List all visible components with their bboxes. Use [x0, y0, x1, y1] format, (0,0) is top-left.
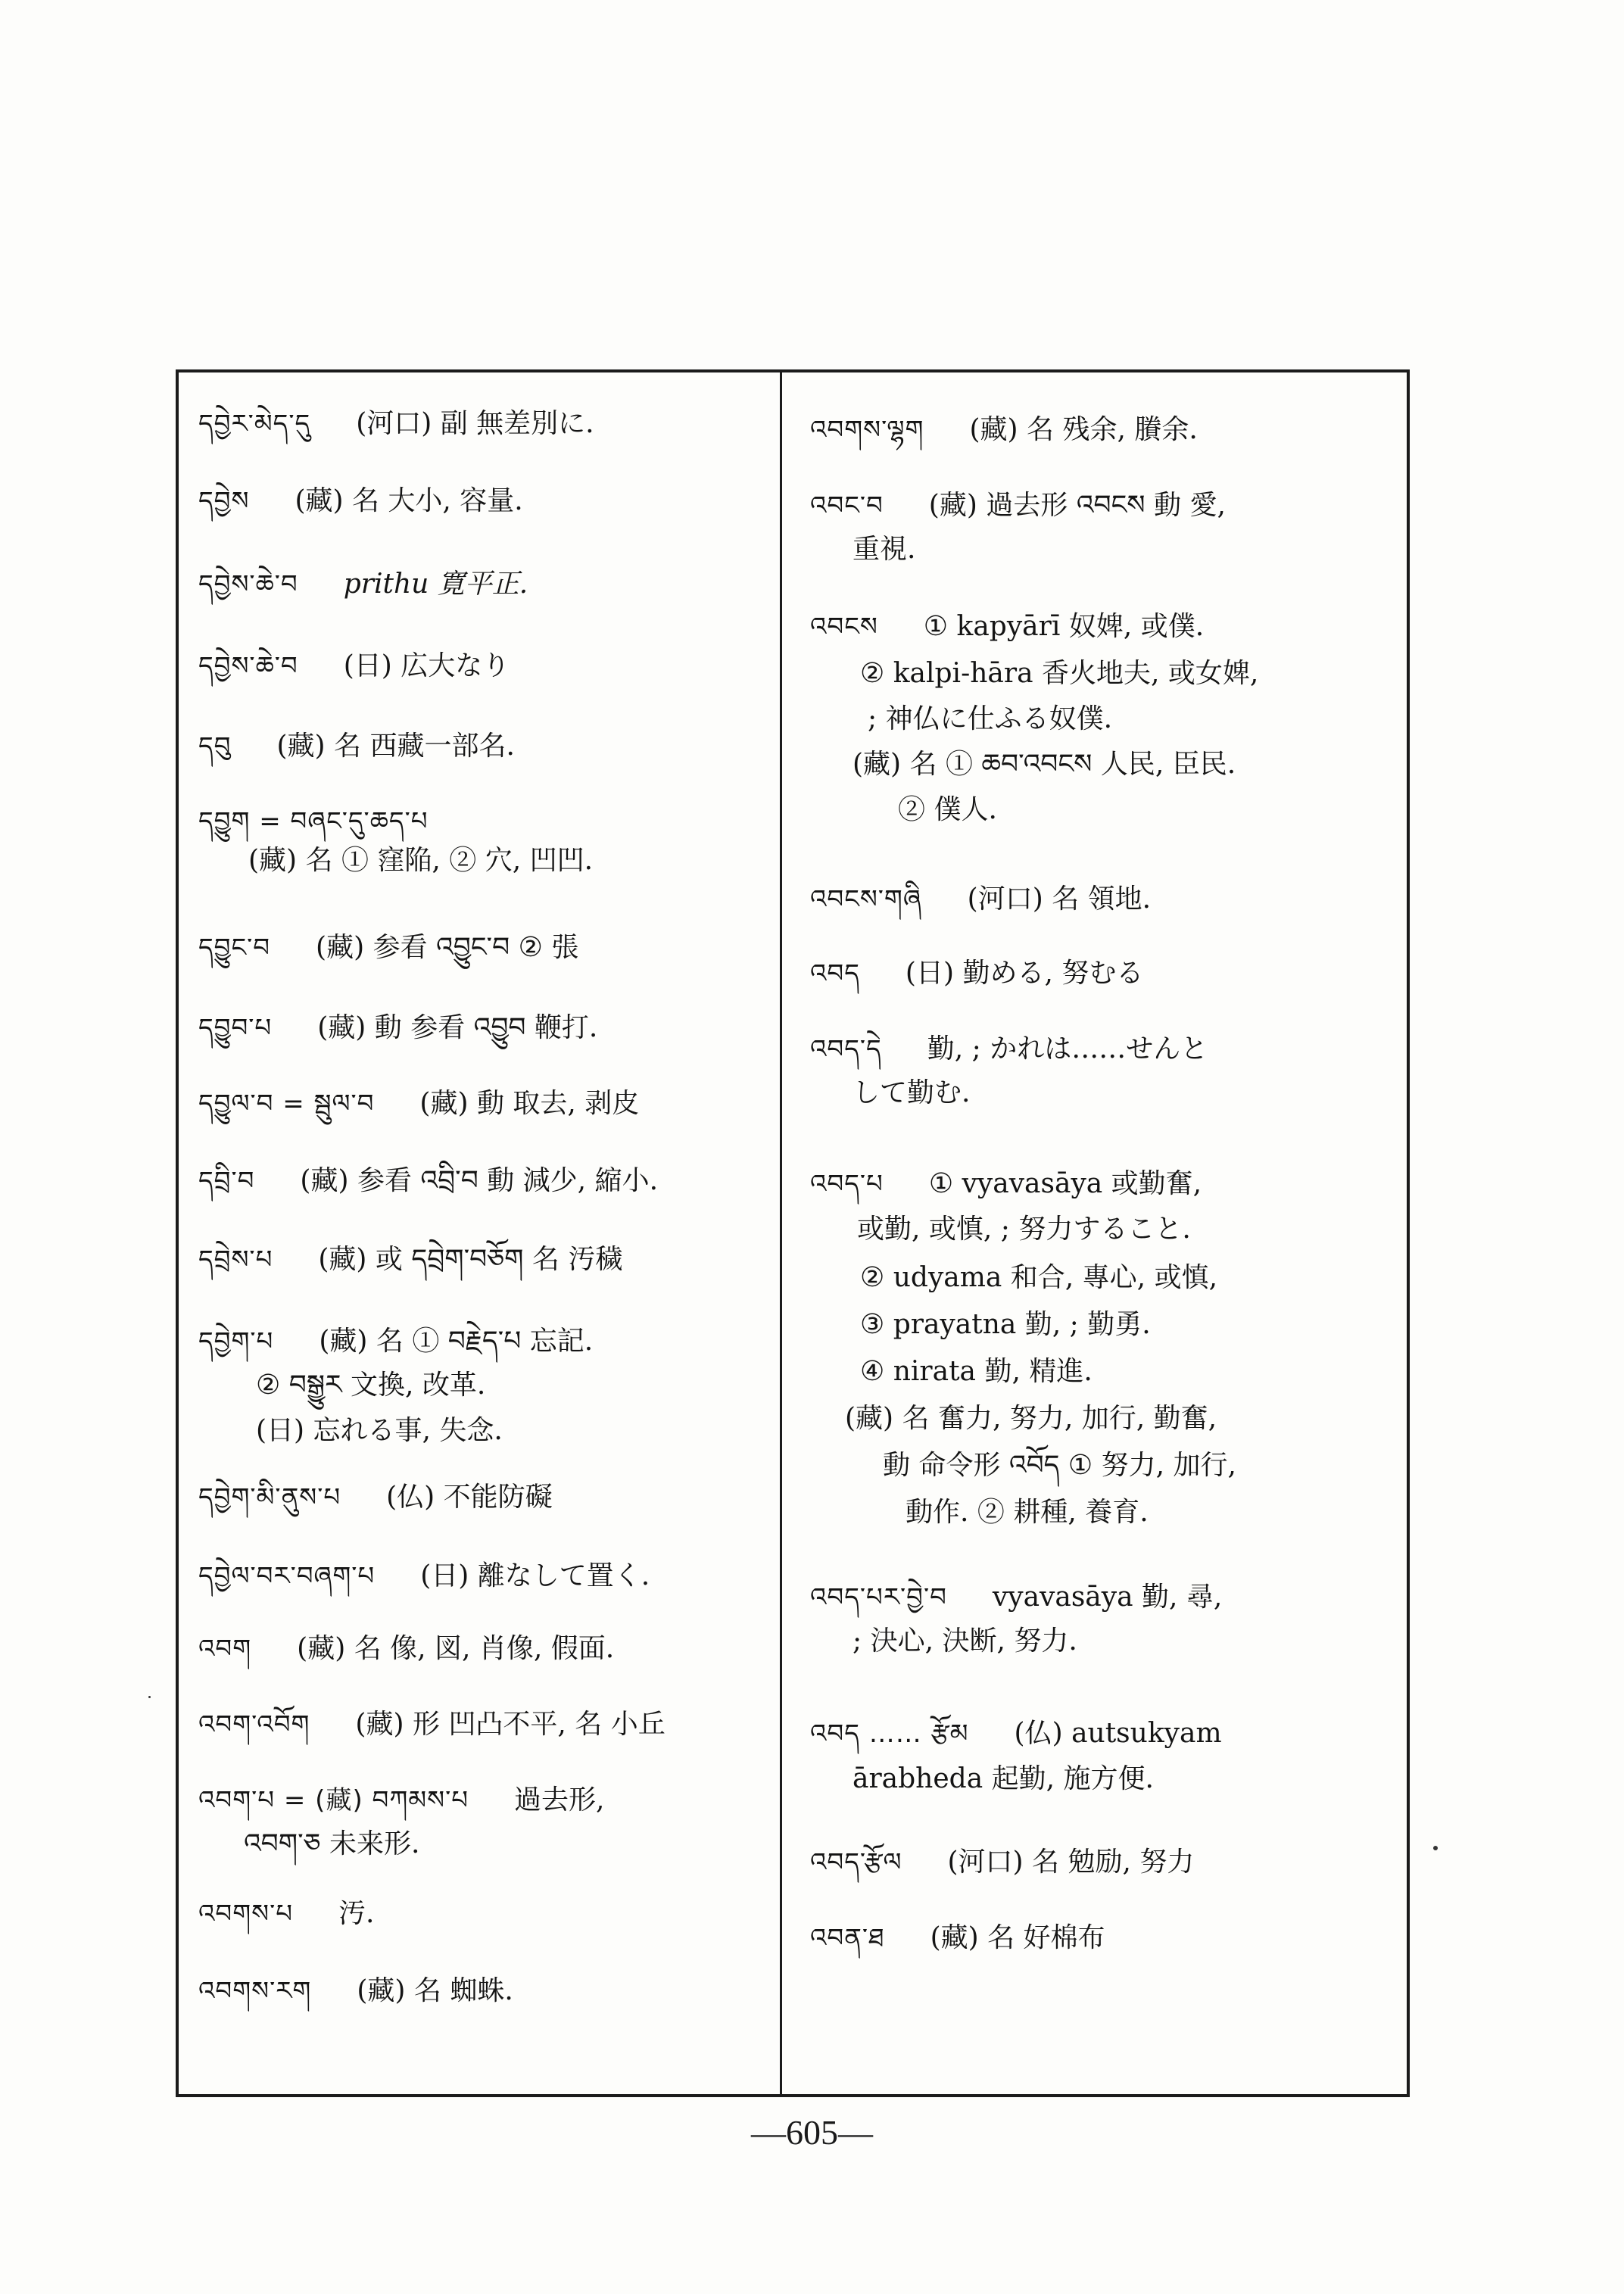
entry-headword: དབྱུང་བ [198, 933, 271, 963]
entry-definition: (藏) 或 དབྲེག་བཅོག 名 汚穢 [318, 1244, 623, 1275]
entry-definition: (日) 勤める, 努むる [905, 958, 1144, 989]
entry-definition: ① vyavasāya 或勤奮, [928, 1168, 1202, 1199]
entry-headword: འབད་པར་བྱེ་བ [810, 1582, 947, 1613]
entry-definition: (藏) 名 ① 窪陥, ② 穴, 凹凹. [248, 845, 594, 876]
entry-definition: vyavasāya 勤, 尋, [992, 1582, 1223, 1613]
entry-headword: འབག་འབོག [198, 1710, 310, 1740]
entry-headword: འབངས [810, 612, 878, 642]
entry-headword: དབྱེལ་བར་བཞག་པ [198, 1561, 376, 1591]
entry-definition: (藏) 名 奮力, 努力, 加行, 勤奮, [845, 1403, 1217, 1434]
entry-definition: ④ nirata 勤, 精進. [860, 1356, 1093, 1387]
entry-headword: དབྱུབ་པ [198, 1013, 273, 1043]
entry-definition: (河口) 副 無差別に. [356, 408, 594, 439]
scan-speck [1433, 1846, 1438, 1850]
column-divider [780, 369, 782, 2097]
entry-definition: ② udyama 和合, 專心, 或慎, [860, 1262, 1218, 1293]
entry-definition: (日) 忘れる事, 失念. [256, 1415, 503, 1446]
entry-headword: དབྲི་བ [198, 1166, 255, 1196]
entry-definition: (日) 広大なり [343, 650, 510, 681]
entry-definition: (河口) 名 勉励, 努力 [947, 1847, 1195, 1878]
entry-headword: འབགས་པ [198, 1899, 294, 1929]
scan-speck [148, 1696, 151, 1698]
entry-definition: (藏) 名 好棉布 [930, 1922, 1105, 1953]
entry-definition: 汚. [338, 1898, 375, 1929]
entry-headword: འབད་པ [810, 1169, 884, 1199]
entry-definition: (藏) 参看 འབྲི་བ 動 減少, 縮小. [300, 1165, 659, 1196]
entry-headword: འབད་དེ [810, 1034, 882, 1064]
entry-definition: 重視. [853, 534, 916, 565]
entry-headword: དབྱེས་ཆེ་བ [198, 569, 298, 600]
entry-headword: དབྱེར་མེད་དུ [198, 409, 311, 439]
entry-headword: དབྱེས་ཆེ་བ [198, 651, 298, 681]
entry-headword: འབད …… རྩོམ [810, 1719, 969, 1749]
entry-definition: (藏) 名 大小, 容量. [295, 485, 523, 516]
entry-headword: དབྱུལ་བ = སྦུལ་བ [198, 1089, 375, 1119]
entry-definition: ③ prayatna 勤, ; 勤勇. [860, 1309, 1151, 1340]
entry-definition: ② kalpi-hāra 香火地夫, 或女婢, [860, 658, 1259, 689]
entry-definition: (藏) 動 取去, 剥皮 [419, 1088, 640, 1119]
entry-definition: (藏) 名 ① བརྗེད་པ 忘記. [319, 1326, 594, 1357]
entry-definition: ② 僕人. [898, 794, 997, 825]
entry-definition: ; 神仏に仕ふる奴僕. [868, 703, 1113, 734]
entry-headword: འབགས་ལྷག [810, 415, 924, 445]
entry-headword: འབངས་གཞི [810, 884, 922, 915]
entry-headword: འབག [198, 1634, 252, 1664]
entry-definition: (藏) 名 残余, 賸余. [969, 414, 1198, 445]
entry-headword: དབྱེས [198, 486, 250, 516]
entry-definition: (藏) 形 凹凸不平, 名 小丘 [355, 1709, 665, 1740]
entry-definition: して勤む. [853, 1077, 971, 1108]
entry-definition: (河口) 名 領地. [967, 884, 1152, 915]
entry-definition: (藏) 動 参看 འབྱུབ 鞭打. [317, 1012, 598, 1043]
entry-definition: 勤, ; かれは……せんと [927, 1033, 1208, 1064]
entry-definition: ; 決心, 決断, 努力. [853, 1625, 1077, 1657]
entry-headword: འབད་རྩོལ [810, 1847, 902, 1878]
entry-headword: འབད [810, 958, 860, 989]
entry-definition: (仏) autsukyam [1014, 1718, 1222, 1749]
entry-definition: འབག་ཅ 未来形. [244, 1828, 420, 1859]
entry-definition: (日) 離なして置く. [420, 1560, 650, 1591]
entry-headword: དབྱུག = བཞང་དུ་ཆད་པ [198, 806, 429, 837]
entry-definition: (藏) 参看 འབྱུང་བ ② 張 [316, 932, 579, 963]
page-number: —605— [751, 2113, 873, 2152]
entry-definition: 過去形, [514, 1784, 605, 1816]
entry-headword: འབན་ཐ [810, 1923, 885, 1953]
entry-definition: 動作. ② 耕種, 養育. [906, 1497, 1149, 1528]
entry-definition: (藏) 名 西藏一部名. [276, 731, 515, 762]
entry-definition: prithu 寛平正. [343, 569, 528, 600]
entry-headword: འབང་བ [810, 491, 884, 521]
entry-definition: (藏) 過去形 འབངས 動 愛, [928, 490, 1226, 521]
entry-headword: དབྱེག་པ [198, 1326, 274, 1357]
entry-definition: ② བསྒྱུར 文換, 改革. [256, 1370, 486, 1401]
entry-definition: (仏) 不能防礙 [386, 1482, 553, 1513]
entry-headword: དབྲེས་པ [198, 1245, 273, 1275]
entry-definition: (藏) 名 蜘蛛. [357, 1975, 513, 2006]
entry-definition: 動 命令形 འབོད ① 努力, 加行, [883, 1450, 1236, 1481]
entry-definition: (藏) 名 ① ཆབ་འབངས 人民, 臣民. [853, 749, 1236, 780]
entry-headword: འབགས་རག [198, 1976, 312, 2006]
entry-headword: དབུ [198, 731, 232, 762]
entry-definition: ārabheda 起勤, 施方便. [853, 1763, 1154, 1794]
entry-definition: ① kapyārī 奴婢, 或僕. [923, 611, 1205, 642]
entry-headword: འབག་པ = (藏) བཀམས་པ [198, 1785, 469, 1816]
entry-definition: (藏) 名 像, 図, 肖像, 假面. [297, 1633, 615, 1664]
entry-headword: དབྱེག་མི་ནུས་པ [198, 1482, 341, 1513]
entry-definition: 或勤, 或慎, ; 努力すること. [857, 1214, 1191, 1245]
